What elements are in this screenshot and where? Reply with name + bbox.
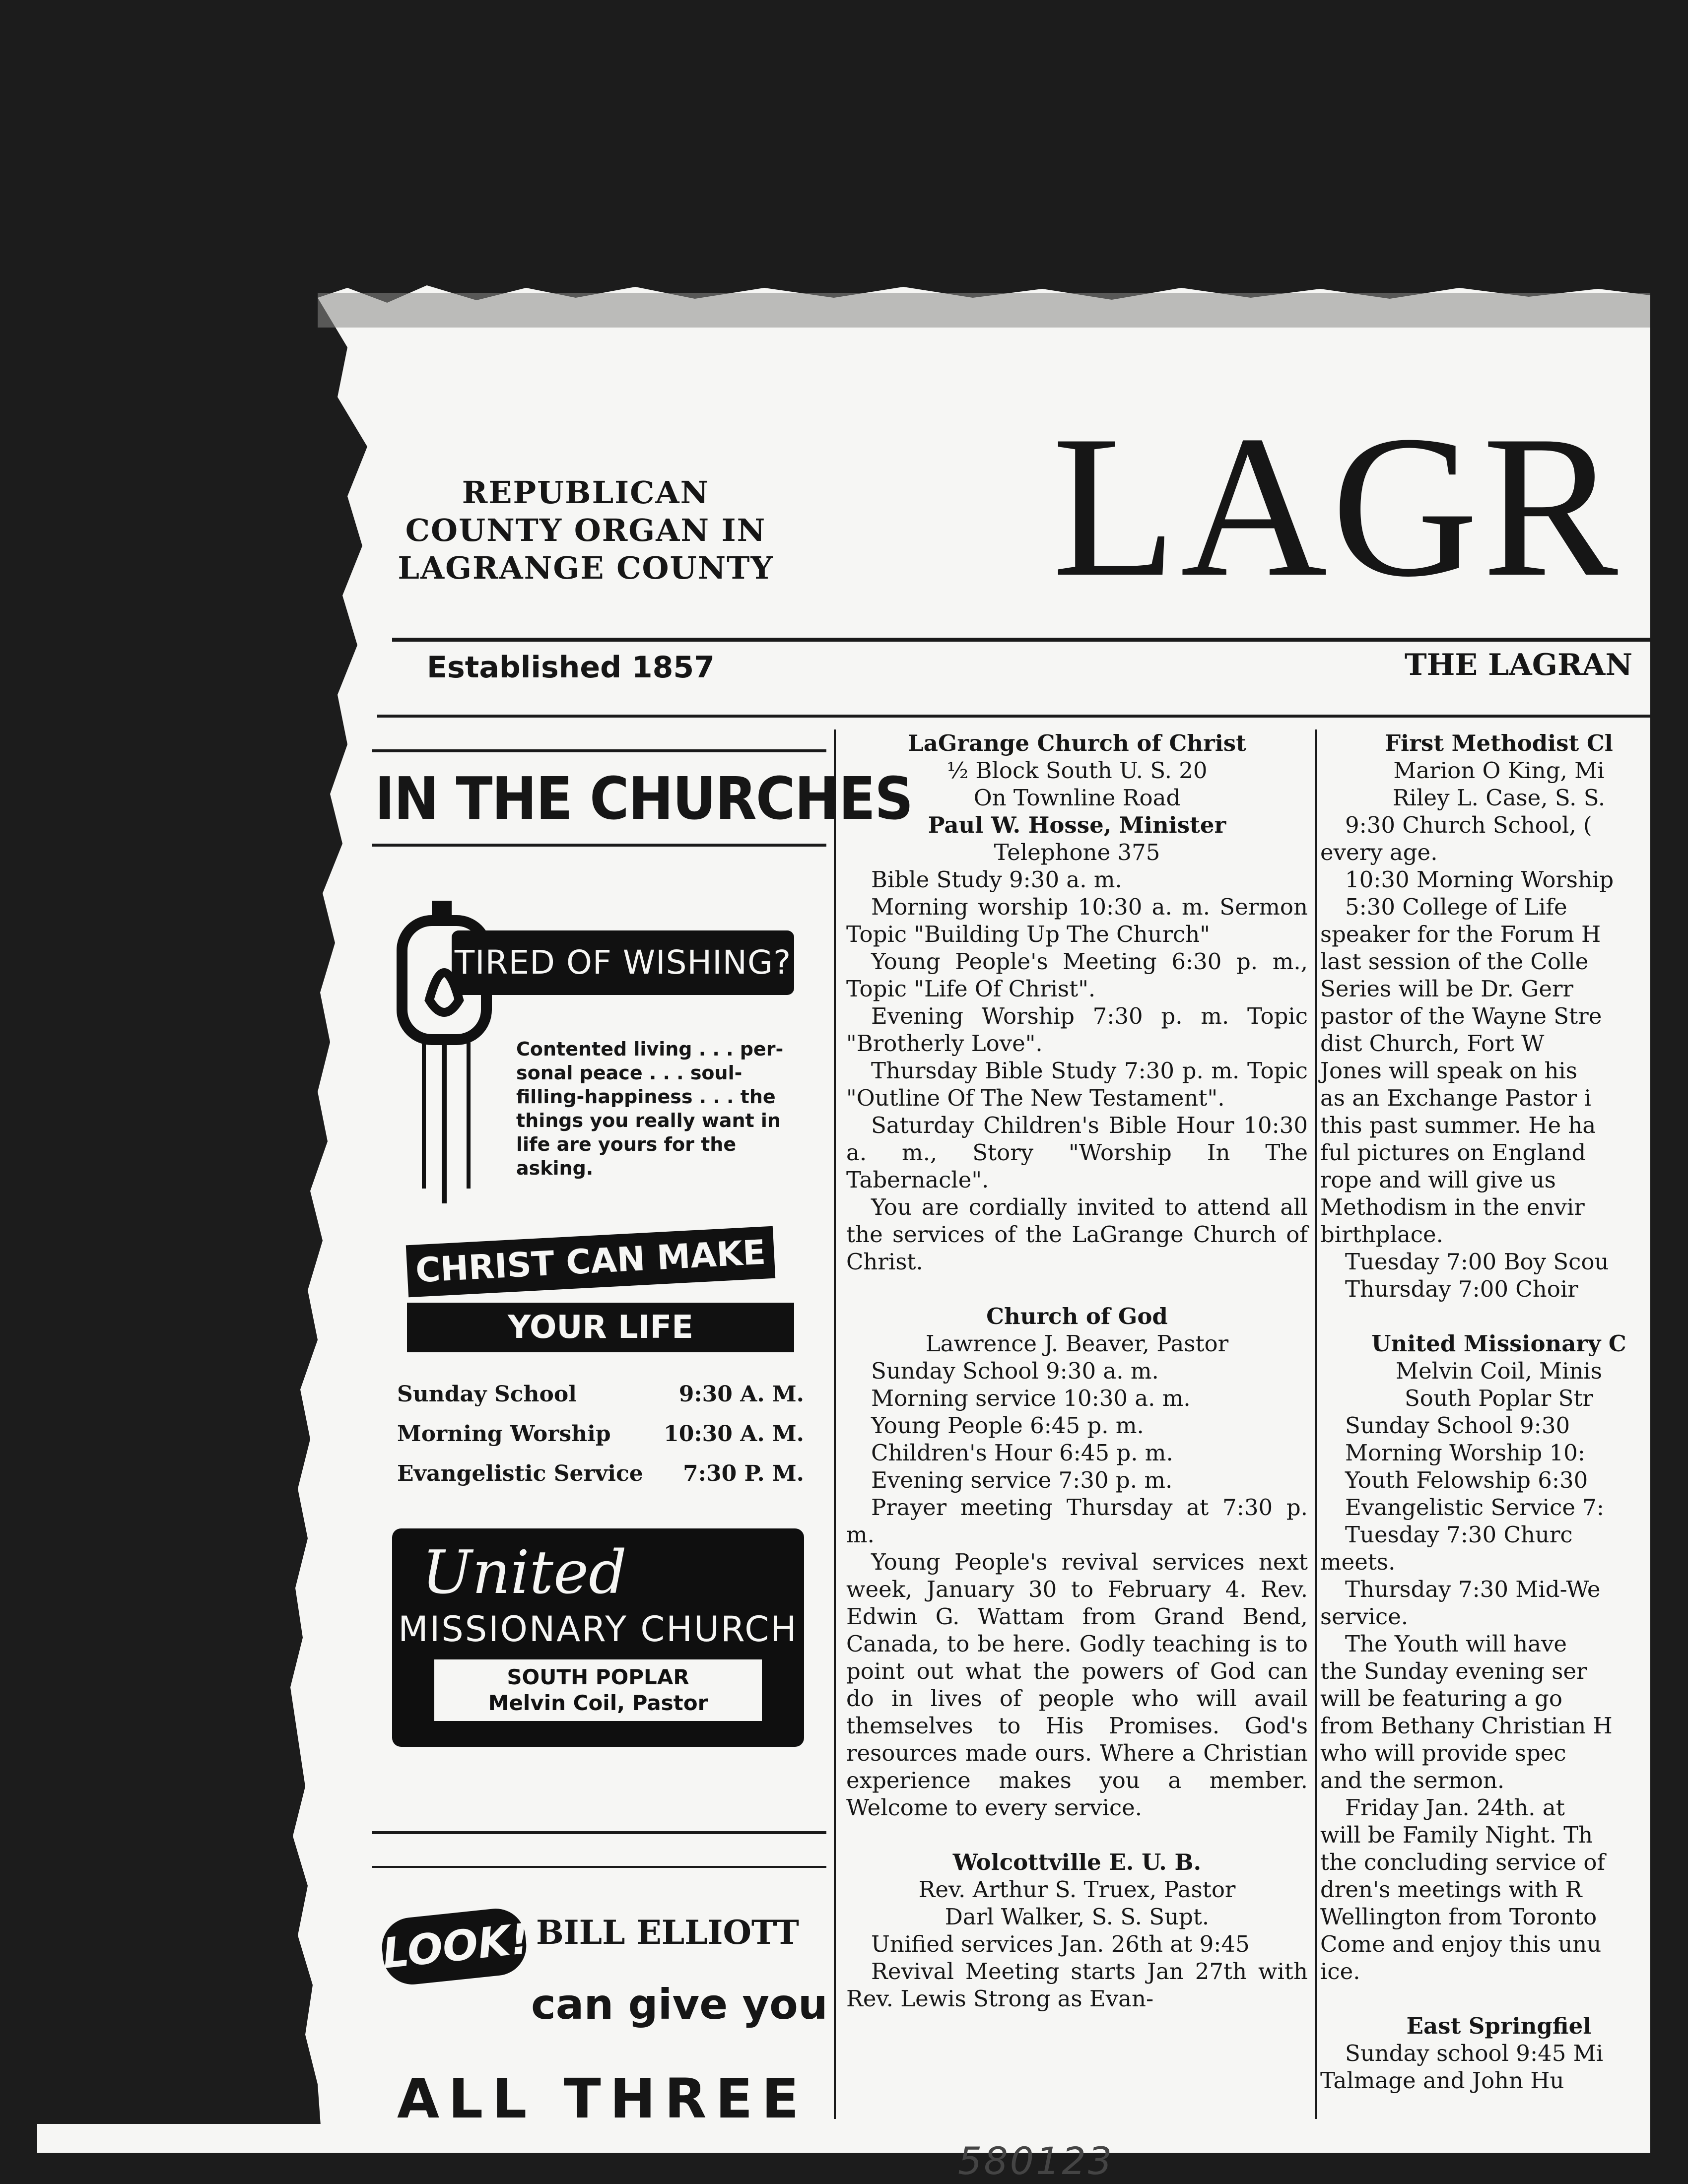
ear-line: LAGRANGE COUNTY	[398, 550, 774, 586]
listing-line: South Poplar Str	[1404, 1385, 1594, 1411]
listing-heading: East Springfiel	[1406, 2013, 1592, 2039]
ad-copy-line: things you really want in	[516, 1110, 781, 1131]
ad-street: SOUTH POPLAR	[507, 1665, 689, 1689]
listing-line: who will provide spec	[1320, 1740, 1566, 1766]
service-time-row	[397, 1454, 804, 1494]
listing-gap	[1320, 1985, 1678, 2012]
ad-rule	[372, 1866, 826, 1868]
listing-line: Series will be Dr. Gerr	[1320, 976, 1573, 1002]
listing-line: Talmage and John Hu	[1320, 2067, 1564, 2094]
listing-line: Rev. Arthur S. Truex, Pastor	[918, 1876, 1236, 1903]
listing-gap	[1320, 1303, 1678, 1330]
service-time: 9:30 A. M.	[678, 1382, 804, 1407]
listing-line: Morning Worship 10:	[1345, 1440, 1585, 1466]
listing-line: last session of the Colle	[1320, 948, 1589, 975]
ad-copy-line: asking.	[516, 1157, 594, 1179]
listing-line: Young People's Meeting 6:30 p. m., Topic "Life Of Christ".	[846, 948, 1308, 1002]
christ-banner: CHRIST CAN MAKE	[406, 1226, 775, 1298]
listing-line: ice.	[1320, 1958, 1360, 1985]
listing-line: Young People's revival services next week, January 30 to February 4. Rev. Edwin G. Wattam from Grand Bend, Canada, to be here. Godly teaching is to point out what the powers of God can do in lives of people who will avail themselves to His Promises. God's resources made ours. Where a Christian experience makes you a member. Welcome to every service.	[846, 1549, 1308, 1821]
column-rule	[1315, 729, 1317, 2119]
listing-line: ½ Block South U. S. 20	[946, 757, 1208, 784]
listing-line: ful pictures on England	[1320, 1139, 1586, 1166]
section-heading: IN THE CHURCHES	[375, 764, 913, 833]
listing-line: Thursday 7:00 Choir	[1345, 1276, 1578, 1302]
service-label: Morning Worship	[397, 1421, 611, 1447]
section-rule	[377, 715, 1650, 718]
listing-line: Marion O King, Mi	[1393, 757, 1605, 784]
look-line: can give you	[531, 1980, 828, 2029]
masthead-ear	[367, 474, 804, 587]
listing-line: as an Exchange Pastor i	[1320, 1085, 1591, 1111]
listing-line: Thursday 7:30 Mid-We	[1345, 1576, 1601, 1602]
listing-line: Bible Study 9:30 a. m.	[871, 866, 1122, 893]
listing-heading: Paul W. Hosse, Minister	[928, 812, 1226, 838]
listing-line: Children's Hour 6:45 p. m.	[871, 1440, 1173, 1466]
life-complete-banner: YOUR LIFE COMPLETE	[407, 1303, 794, 1352]
look-name: BILL ELLIOTT	[536, 1913, 799, 1952]
listing-line: service.	[1320, 1603, 1409, 1630]
listing-line: The Youth will have	[1345, 1631, 1567, 1657]
listing-line: Young People 6:45 p. m.	[871, 1412, 1144, 1439]
ad-script-title: United	[422, 1538, 627, 1607]
listing-heading: Church of God	[986, 1303, 1168, 1329]
listing-heading: First Methodist Cl	[1385, 730, 1613, 756]
ad-rule	[372, 844, 826, 847]
listing-line: meets.	[1320, 1549, 1396, 1575]
listing-heading: LaGrange Church of Christ	[908, 730, 1246, 756]
listing-line: 9:30 Church School, (	[1345, 812, 1592, 838]
listing-line: Morning worship 10:30 a. m. Sermon Topic "Building Up The Church"	[846, 894, 1308, 947]
listing-line: Unified services Jan. 26th at 9:45	[871, 1931, 1250, 1957]
listing-line: Melvin Coil, Minis	[1395, 1358, 1603, 1384]
listing-line: Friday Jan. 24th. at	[1345, 1794, 1565, 1821]
right-border	[1650, 0, 1688, 2184]
listing-heading: Wolcottville E. U. B.	[952, 1849, 1202, 1875]
service-time-row	[397, 1375, 804, 1414]
listing-line: Sunday School 9:30 a. m.	[871, 1358, 1159, 1384]
listing-line: On Townline Road	[973, 785, 1181, 811]
service-time-row	[397, 1414, 804, 1454]
listing-line: every age.	[1320, 839, 1438, 865]
column-rule	[834, 729, 836, 2119]
listing-line: dist Church, Fort W	[1320, 1030, 1545, 1057]
listing-line: Sunday school 9:45 Mi	[1345, 2040, 1604, 2066]
ad-copy-line: sonal peace . . . soul-	[516, 1062, 743, 1084]
listing-line: rope and will give us	[1320, 1167, 1556, 1193]
church-listings-column	[846, 729, 1308, 2012]
listing-line: Tuesday 7:00 Boy Scou	[1345, 1249, 1609, 1275]
listing-line: Morning service 10:30 a. m.	[871, 1385, 1191, 1411]
ear-line: REPUBLICAN	[462, 474, 710, 511]
listing-line: Revival Meeting starts Jan 27th with Rev. Lewis Strong as Evan-	[846, 1958, 1308, 2012]
listing-line: pastor of the Wayne Stre	[1320, 1003, 1602, 1029]
listing-line: and the sermon.	[1320, 1767, 1505, 1793]
listing-line: Methodism in the envir	[1320, 1194, 1585, 1220]
listing-line: Youth Felowship 6:30	[1345, 1467, 1588, 1493]
ad-pastor: Melvin Coil, Pastor	[488, 1691, 708, 1715]
listing-line: Evangelistic Service 7:	[1345, 1494, 1605, 1521]
ad-church-name: MISSIONARY CHURCH	[398, 1609, 798, 1650]
church-listings-column-cropped	[1320, 729, 1678, 2094]
listing-line: 10:30 Morning Worship	[1345, 866, 1614, 893]
listing-line: Darl Walker, S. S. Supt.	[945, 1904, 1210, 1930]
listing-line: Evening service 7:30 p. m.	[871, 1467, 1173, 1493]
service-time: 7:30 P. M.	[683, 1461, 804, 1486]
ad-address-box	[434, 1659, 762, 1721]
listing-line: will be featuring a go	[1320, 1685, 1562, 1712]
listing-line: the concluding service of	[1320, 1849, 1606, 1875]
ad-copy-line: life are yours for the	[516, 1133, 737, 1155]
listing-line: Prayer meeting Thursday at 7:30 p. m.	[846, 1494, 1308, 1548]
tired-of-wishing-banner: TIRED OF WISHING?	[452, 930, 794, 995]
listing-line: Tuesday 7:30 Churc	[1345, 1522, 1573, 1548]
ad-rule	[372, 749, 826, 752]
ad-copy	[516, 1037, 784, 1180]
handwritten-note: 580123	[958, 2139, 1114, 2183]
listing-line: will be Family Night. Th	[1320, 1822, 1593, 1848]
ear-line: COUNTY ORGAN IN	[405, 512, 766, 548]
service-time: 10:30 A. M.	[664, 1421, 804, 1447]
listing-line: Wellington from Toronto	[1320, 1904, 1597, 1930]
look-badge: LOOK!	[379, 1906, 530, 1987]
listing-line: the Sunday evening ser	[1320, 1658, 1587, 1684]
listing-line: Jones will speak on his	[1320, 1058, 1577, 1084]
ad-copy-line: filling-happiness . . . the	[516, 1086, 776, 1108]
listing-line: Thursday Bible Study 7:30 p. m. Topic "Outline Of The New Testament".	[846, 1058, 1308, 1111]
service-times	[397, 1375, 804, 1494]
listing-line: 5:30 College of Life	[1345, 894, 1567, 920]
listing-line: Telephone 375	[994, 839, 1160, 865]
listing-gap	[846, 1275, 1308, 1303]
listing-line: Sunday School 9:30	[1345, 1412, 1570, 1439]
masthead-rule	[392, 638, 1650, 642]
service-label: Evangelistic Service	[397, 1461, 643, 1486]
listing-line: Riley L. Case, S. S.	[1392, 785, 1606, 811]
newspaper-nameplate: LAGR	[1052, 394, 1622, 619]
listing-line: Lawrence J. Beaver, Pastor	[925, 1330, 1229, 1357]
listing-heading: United Missionary C	[1371, 1330, 1626, 1357]
listing-line: Evening Worship 7:30 p. m. Topic "Brotherly Love".	[846, 1003, 1308, 1057]
listing-line: Saturday Children's Bible Hour 10:30 a. m., Story "Worship In The Tabernacle".	[846, 1112, 1308, 1193]
listing-line: speaker for the Forum H	[1320, 921, 1601, 947]
listing-line: this past summer. He ha	[1320, 1112, 1596, 1138]
bottom-border	[0, 2153, 1688, 2184]
look-tail: ALL THREE	[397, 2067, 808, 2130]
listing-line: Come and enjoy this unu	[1320, 1931, 1602, 1957]
top-border	[0, 0, 1688, 34]
united-missionary-ad	[392, 1528, 804, 1747]
listing-line: dren's meetings with R	[1320, 1876, 1582, 1903]
ad-rule	[372, 1831, 826, 1834]
masthead-subtitle: THE LAGRAN	[1405, 648, 1633, 682]
left-border	[0, 0, 37, 2184]
listing-gap	[846, 1821, 1308, 1849]
established-line: Established 1857	[427, 650, 715, 685]
listing-line: from Bethany Christian H	[1320, 1713, 1613, 1739]
ad-copy-line: Contented living . . . per-	[516, 1038, 784, 1060]
listing-line: birthplace.	[1320, 1221, 1443, 1248]
service-label: Sunday School	[397, 1382, 577, 1407]
listing-line: You are cordially invited to attend all the services of the LaGrange Church of Christ.	[846, 1194, 1308, 1275]
